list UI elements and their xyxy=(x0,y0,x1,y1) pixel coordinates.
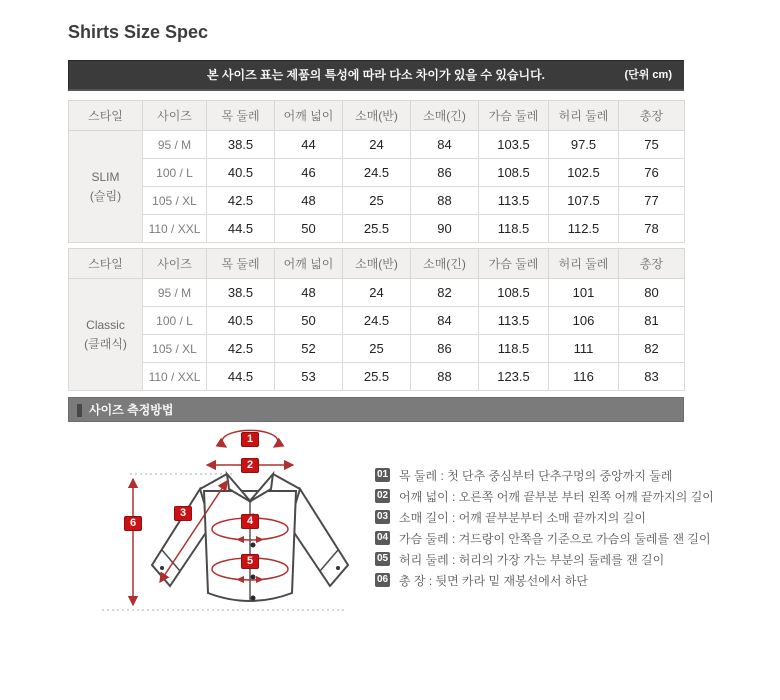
column-header: 목 둘레 xyxy=(207,249,275,279)
diagram-marker-6: 6 xyxy=(124,516,142,531)
table-row xyxy=(69,335,685,363)
table-row xyxy=(69,131,685,159)
size-table-slim xyxy=(68,100,685,243)
item-text: 목 둘레 : 첫 단추 중심부터 단추구멍의 중앙까지 둘레 xyxy=(399,468,673,483)
list-item xyxy=(375,531,735,545)
value-cell: 42.5 xyxy=(207,187,275,215)
value-cell: 102.5 xyxy=(549,159,619,187)
style-cell xyxy=(69,131,143,243)
measurement-definitions xyxy=(375,468,735,594)
value-cell: 24 xyxy=(343,131,411,159)
list-item xyxy=(375,573,735,587)
column-header: 목 둘레 xyxy=(207,101,275,131)
diagram-marker-1: 1 xyxy=(241,432,259,447)
value-cell: 76 xyxy=(619,159,685,187)
item-number-badge: 01 xyxy=(376,469,389,480)
size-table-classic xyxy=(68,248,685,391)
style-name: Classic xyxy=(86,317,125,332)
value-cell: 75 xyxy=(619,131,685,159)
measure-section-header xyxy=(68,397,684,422)
value-cell: 118.5 xyxy=(479,215,549,243)
value-cell: 108.5 xyxy=(479,279,549,307)
value-cell: 24 xyxy=(343,279,411,307)
value-cell: 113.5 xyxy=(479,307,549,335)
value-cell: 24.5 xyxy=(343,159,411,187)
value-cell: 83 xyxy=(619,363,685,391)
column-header: 소매(긴) xyxy=(411,101,479,131)
table-row xyxy=(69,215,685,243)
size-cell: 100 / L xyxy=(143,159,207,187)
notice-text: 본 사이즈 표는 제품의 특성에 따라 다소 차이가 있을 수 있습니다. xyxy=(206,68,546,82)
value-cell: 38.5 xyxy=(207,279,275,307)
item-text: 가슴 둘레 : 겨드랑이 안쪽을 기준으로 가슴의 둘레를 잰 길이 xyxy=(399,531,711,546)
table-header-row xyxy=(69,249,685,279)
value-cell: 48 xyxy=(275,279,343,307)
value-cell: 97.5 xyxy=(549,131,619,159)
value-cell: 52 xyxy=(275,335,343,363)
value-cell: 50 xyxy=(275,215,343,243)
value-cell: 84 xyxy=(411,131,479,159)
column-header: 스타일 xyxy=(69,249,143,279)
value-cell: 82 xyxy=(411,279,479,307)
value-cell: 123.5 xyxy=(479,363,549,391)
value-cell: 82 xyxy=(619,335,685,363)
value-cell: 44.5 xyxy=(207,215,275,243)
column-header: 총장 xyxy=(619,101,685,131)
value-cell: 86 xyxy=(411,159,479,187)
column-header: 사이즈 xyxy=(143,249,207,279)
value-cell: 88 xyxy=(411,363,479,391)
item-text: 총 장 : 뒷면 카라 밑 재봉선에서 하단 xyxy=(399,573,588,588)
value-cell: 50 xyxy=(275,307,343,335)
value-cell: 48 xyxy=(275,187,343,215)
item-text: 허리 둘레 : 허리의 가장 가는 부분의 둘레를 잰 길이 xyxy=(399,552,665,567)
list-item xyxy=(375,552,735,566)
section-accent-bar xyxy=(77,404,82,417)
value-cell: 116 xyxy=(549,363,619,391)
list-item xyxy=(375,489,735,503)
value-cell: 118.5 xyxy=(479,335,549,363)
value-cell: 40.5 xyxy=(207,159,275,187)
value-cell: 103.5 xyxy=(479,131,549,159)
column-header: 소매(반) xyxy=(343,249,411,279)
item-number-badge: 05 xyxy=(376,553,389,564)
value-cell: 25.5 xyxy=(343,363,411,391)
column-header: 사이즈 xyxy=(143,101,207,131)
unit-label: (단위 cm) xyxy=(624,69,672,81)
value-cell: 101 xyxy=(549,279,619,307)
value-cell: 25.5 xyxy=(343,215,411,243)
table-row xyxy=(69,159,685,187)
value-cell: 112.5 xyxy=(549,215,619,243)
column-header: 소매(긴) xyxy=(411,249,479,279)
item-text: 소매 길이 : 어깨 끝부분부터 소매 끝까지의 길이 xyxy=(399,510,646,525)
list-item xyxy=(375,468,735,482)
value-cell: 88 xyxy=(411,187,479,215)
value-cell: 107.5 xyxy=(549,187,619,215)
style-sub: (슬림) xyxy=(89,188,122,203)
value-cell: 78 xyxy=(619,215,685,243)
value-cell: 53 xyxy=(275,363,343,391)
style-cell xyxy=(69,279,143,391)
value-cell: 80 xyxy=(619,279,685,307)
table-row xyxy=(69,279,685,307)
page-title: Shirts Size Spec xyxy=(68,22,209,42)
column-header: 어깨 넓이 xyxy=(275,249,343,279)
size-cell: 105 / XL xyxy=(143,187,207,215)
style-name: SLIM xyxy=(91,169,120,184)
item-number-badge: 04 xyxy=(376,532,389,543)
size-cell: 110 / XXL xyxy=(143,215,207,243)
diagram-marker-2: 2 xyxy=(241,458,259,473)
diagram-marker-4: 4 xyxy=(241,514,259,529)
column-header: 허리 둘레 xyxy=(549,101,619,131)
style-sub: (클래식) xyxy=(84,336,127,351)
column-header: 스타일 xyxy=(69,101,143,131)
value-cell: 84 xyxy=(411,307,479,335)
column-header: 어깨 넓이 xyxy=(275,101,343,131)
list-item xyxy=(375,510,735,524)
value-cell: 42.5 xyxy=(207,335,275,363)
item-number-badge: 02 xyxy=(376,490,389,501)
size-cell: 110 / XXL xyxy=(143,363,207,391)
diagram-marker-3: 3 xyxy=(174,506,192,521)
value-cell: 44 xyxy=(275,131,343,159)
value-cell: 46 xyxy=(275,159,343,187)
table-row xyxy=(69,363,685,391)
table-row xyxy=(69,307,685,335)
value-cell: 24.5 xyxy=(343,307,411,335)
table-row xyxy=(69,187,685,215)
column-header: 소매(반) xyxy=(343,101,411,131)
value-cell: 111 xyxy=(549,335,619,363)
value-cell: 113.5 xyxy=(479,187,549,215)
diagram-marker-5: 5 xyxy=(241,554,259,569)
item-number-badge: 06 xyxy=(376,574,389,585)
value-cell: 25 xyxy=(343,335,411,363)
value-cell: 77 xyxy=(619,187,685,215)
value-cell: 106 xyxy=(549,307,619,335)
shirt-measurement-diagram xyxy=(100,428,380,623)
column-header: 가슴 둘레 xyxy=(479,249,549,279)
size-cell: 95 / M xyxy=(143,279,207,307)
value-cell: 86 xyxy=(411,335,479,363)
item-text: 어깨 넓이 : 오른쪽 어깨 끝부분 부터 왼쪽 어깨 끝까지의 길이 xyxy=(399,489,714,504)
size-cell: 100 / L xyxy=(143,307,207,335)
column-header: 가슴 둘레 xyxy=(479,101,549,131)
value-cell: 40.5 xyxy=(207,307,275,335)
size-cell: 105 / XL xyxy=(143,335,207,363)
column-header: 허리 둘레 xyxy=(549,249,619,279)
value-cell: 44.5 xyxy=(207,363,275,391)
shirt-outline-drawing xyxy=(100,428,380,623)
size-cell: 95 / M xyxy=(143,131,207,159)
value-cell: 108.5 xyxy=(479,159,549,187)
section-title: 사이즈 측정방법 xyxy=(89,403,174,417)
item-number-badge: 03 xyxy=(376,511,389,522)
table-header-row xyxy=(69,101,685,131)
notice-bar xyxy=(68,60,684,91)
value-cell: 90 xyxy=(411,215,479,243)
column-header: 총장 xyxy=(619,249,685,279)
value-cell: 38.5 xyxy=(207,131,275,159)
value-cell: 81 xyxy=(619,307,685,335)
value-cell: 25 xyxy=(343,187,411,215)
